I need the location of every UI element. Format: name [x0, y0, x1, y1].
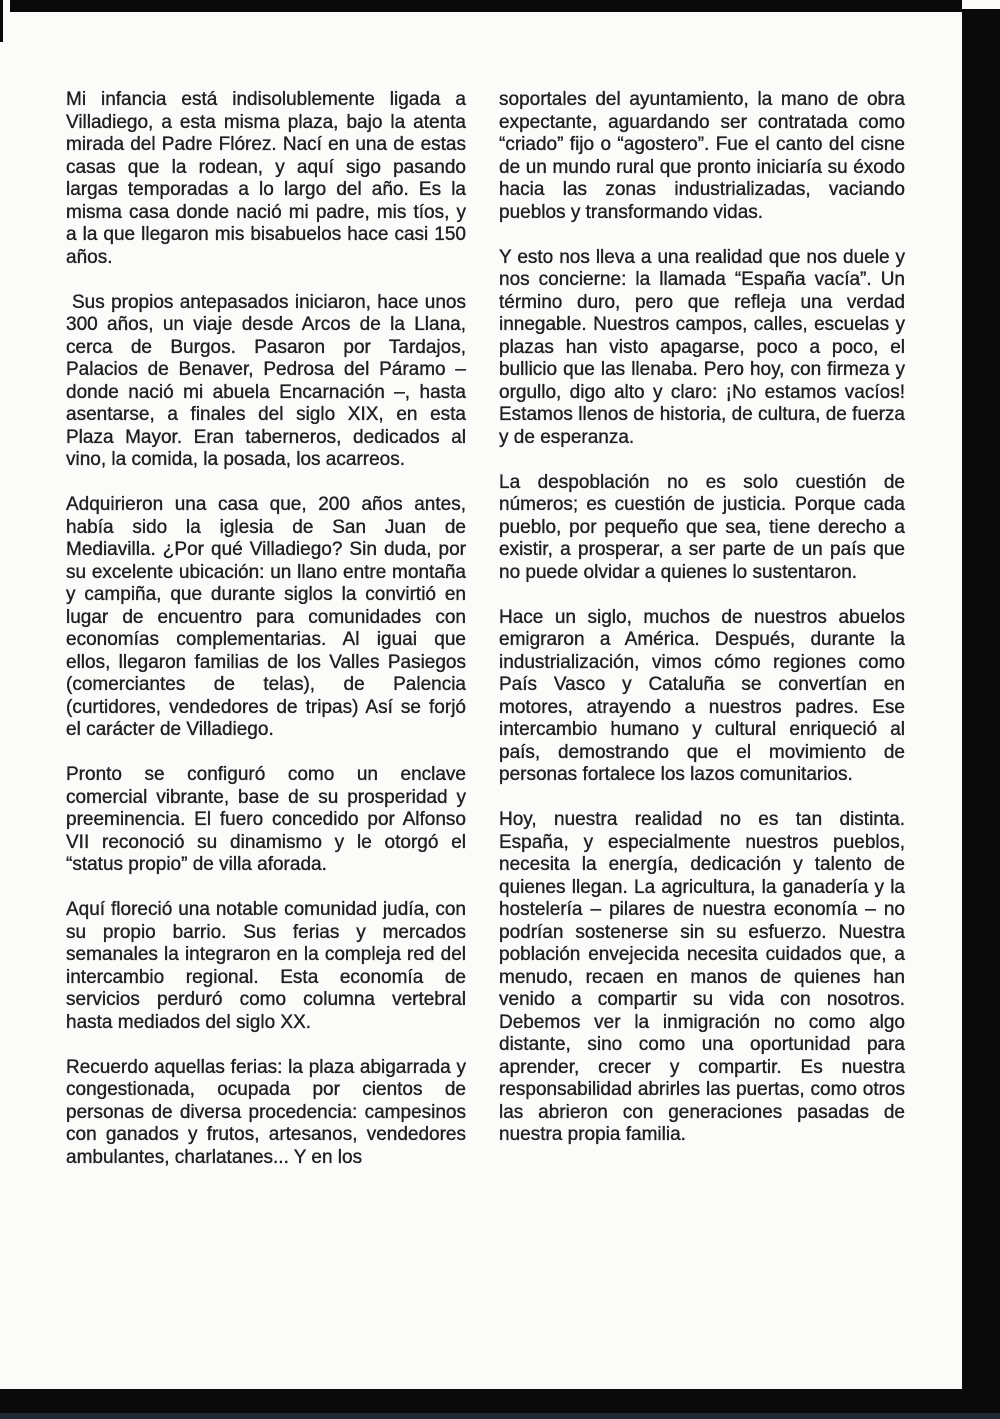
paragraph-left-1: Mi infancia está indisolublemente ligada a Villadiego, a esta misma plaza, bajo la atenta mirada del Padre Flórez. Nací en una de estas casas que la rodean, y aquí sigo pasando largas temporadas a lo largo del año. Es la misma casa donde nació mi padre, mis tíos, y a la que llegaron mis bisabuelos hace casi 150 años. [66, 89, 466, 268]
paragraph-left-4: Pronto se configuró como un enclave comercial vibrante, base de su prosperidad y preeminencia. El fuero concedido por Alfonso VII reconoció su dinamismo y le otorgó el “status propio” de villa aforada. [66, 764, 466, 875]
paragraph-right-5: Hoy, nuestra realidad no es tan distinta. España, y especialmente nuestros pueblos, necesita la energía, dedicación y talento de quienes llegan. La agricultura, la ganadería y la hostelería – pilares de nuestra economía – no podrían sostenerse sin su esfuerzo. Nuestra población envejecida necesita cuidados que, a menudo, recaen en manos de quienes han venido a compartir su vida con nosotros. Debemos ver la inmigración no como algo distante, sino como una oportunidad para aprender, crecer y compartir. Es nuestra responsabilidad abrirles las puertas, como otros las abrieron con generaciones pasadas de nuestra propia familia. [499, 809, 905, 1145]
paragraph-left-3: Adquirieron una casa que, 200 años antes, había sido la iglesia de San Juan de Mediavilla. ¿Por qué Villadiego? Sin duda, por su excelente ubicación: un llano entre montaña y campiña, que durante siglos la convirtió en lugar de encuentro para comunidades con economías complementarias. Al iguai que ellos, llegaron familias de los Valles Pasiegos (comerciantes de telas), de Palencia (curtidores, vendedores de tripas) Así se forjó el carácter de Villadiego. [66, 494, 466, 740]
paragraph-right-3: La despoblación no es solo cuestión de números; es cuestión de justicia. Porque cada pueblo, por pequeño que sea, tiene derecho a existir, a prosperar, a ser parte de un país que no puede olvidar a quienes lo sustentaron. [499, 471, 905, 583]
scan-edge-bottom [0, 1389, 1000, 1419]
paragraph-left-2: Sus propios antepasados iniciaron, hace unos 300 años, un viaje desde Arcos de la Llana, cerca de Burgos. Pasaron por Tardajos, Palacios de Benaver, Pedrosa del Páramo – donde nació mi abuela Encarnación –, hasta asentarse, a finales del siglo XIX, en esta Plaza Mayor. Eran taberneros, dedicados al vino, la comida, la posada, los acarreos. [66, 291, 466, 470]
right-column [499, 89, 905, 1169]
paragraph-left-5: Aquí floreció una notable comunidad judía, con su propio barrio. Sus ferias y mercados semanales la integraron en la compleja red del intercambio regional. Esta economía de servicios perduró como columna vertebral hasta mediados del siglo XX. [66, 899, 466, 1033]
left-column [66, 89, 466, 1169]
paragraph-right-2: Y esto nos lleva a una realidad que nos duele y nos concierne: la llamada “España vacía”. Un término duro, pero que refleja una verdad innegable. Nuestros campos, calles, escuelas y plazas han visto apagarse, poco a poco, el bullicio que las llenaba. Pero hoy, con firmeza y orgullo, digo alto y claro: ¡No estamos vacíos! Estamos llenos de historia, de cultura, de fuerza y de esperanza. [499, 246, 905, 448]
paragraph-right-1: soportales del ayuntamiento, la mano de obra expectante, aguardando ser contratada como “criado” fijo o “agostero”. Fue el canto del cisne de un mundo rural que pronto iniciaría su éxodo hacia las zonas industrializadas, vaciando pueblos y transformando vidas. [499, 89, 905, 223]
paragraph-left-6: Recuerdo aquellas ferias: la plaza abigarrada y congestionada, ocupada por cientos de personas de diversa procedencia: campesinos con ganados y frutos, artesanos, vendedores ambulantes, charlatanes... Y en los [66, 1056, 466, 1168]
scan-edge-right [962, 9, 1000, 1419]
scan-edge-top [10, 0, 962, 12]
scan-edge-left-sliver [0, 0, 3, 42]
page-content [66, 89, 905, 1169]
paragraph-right-4: Hace un siglo, muchos de nuestros abuelos emigraron a América. Después, durante la industrialización, vimos cómo regiones como País Vasco y Cataluña se convertían en motores, atrayendo a nuestros padres. Ese intercambio humano y cultural enriqueció al país, demostrando que el movimiento de personas fortalece los lazos comunitarios. [499, 606, 905, 785]
